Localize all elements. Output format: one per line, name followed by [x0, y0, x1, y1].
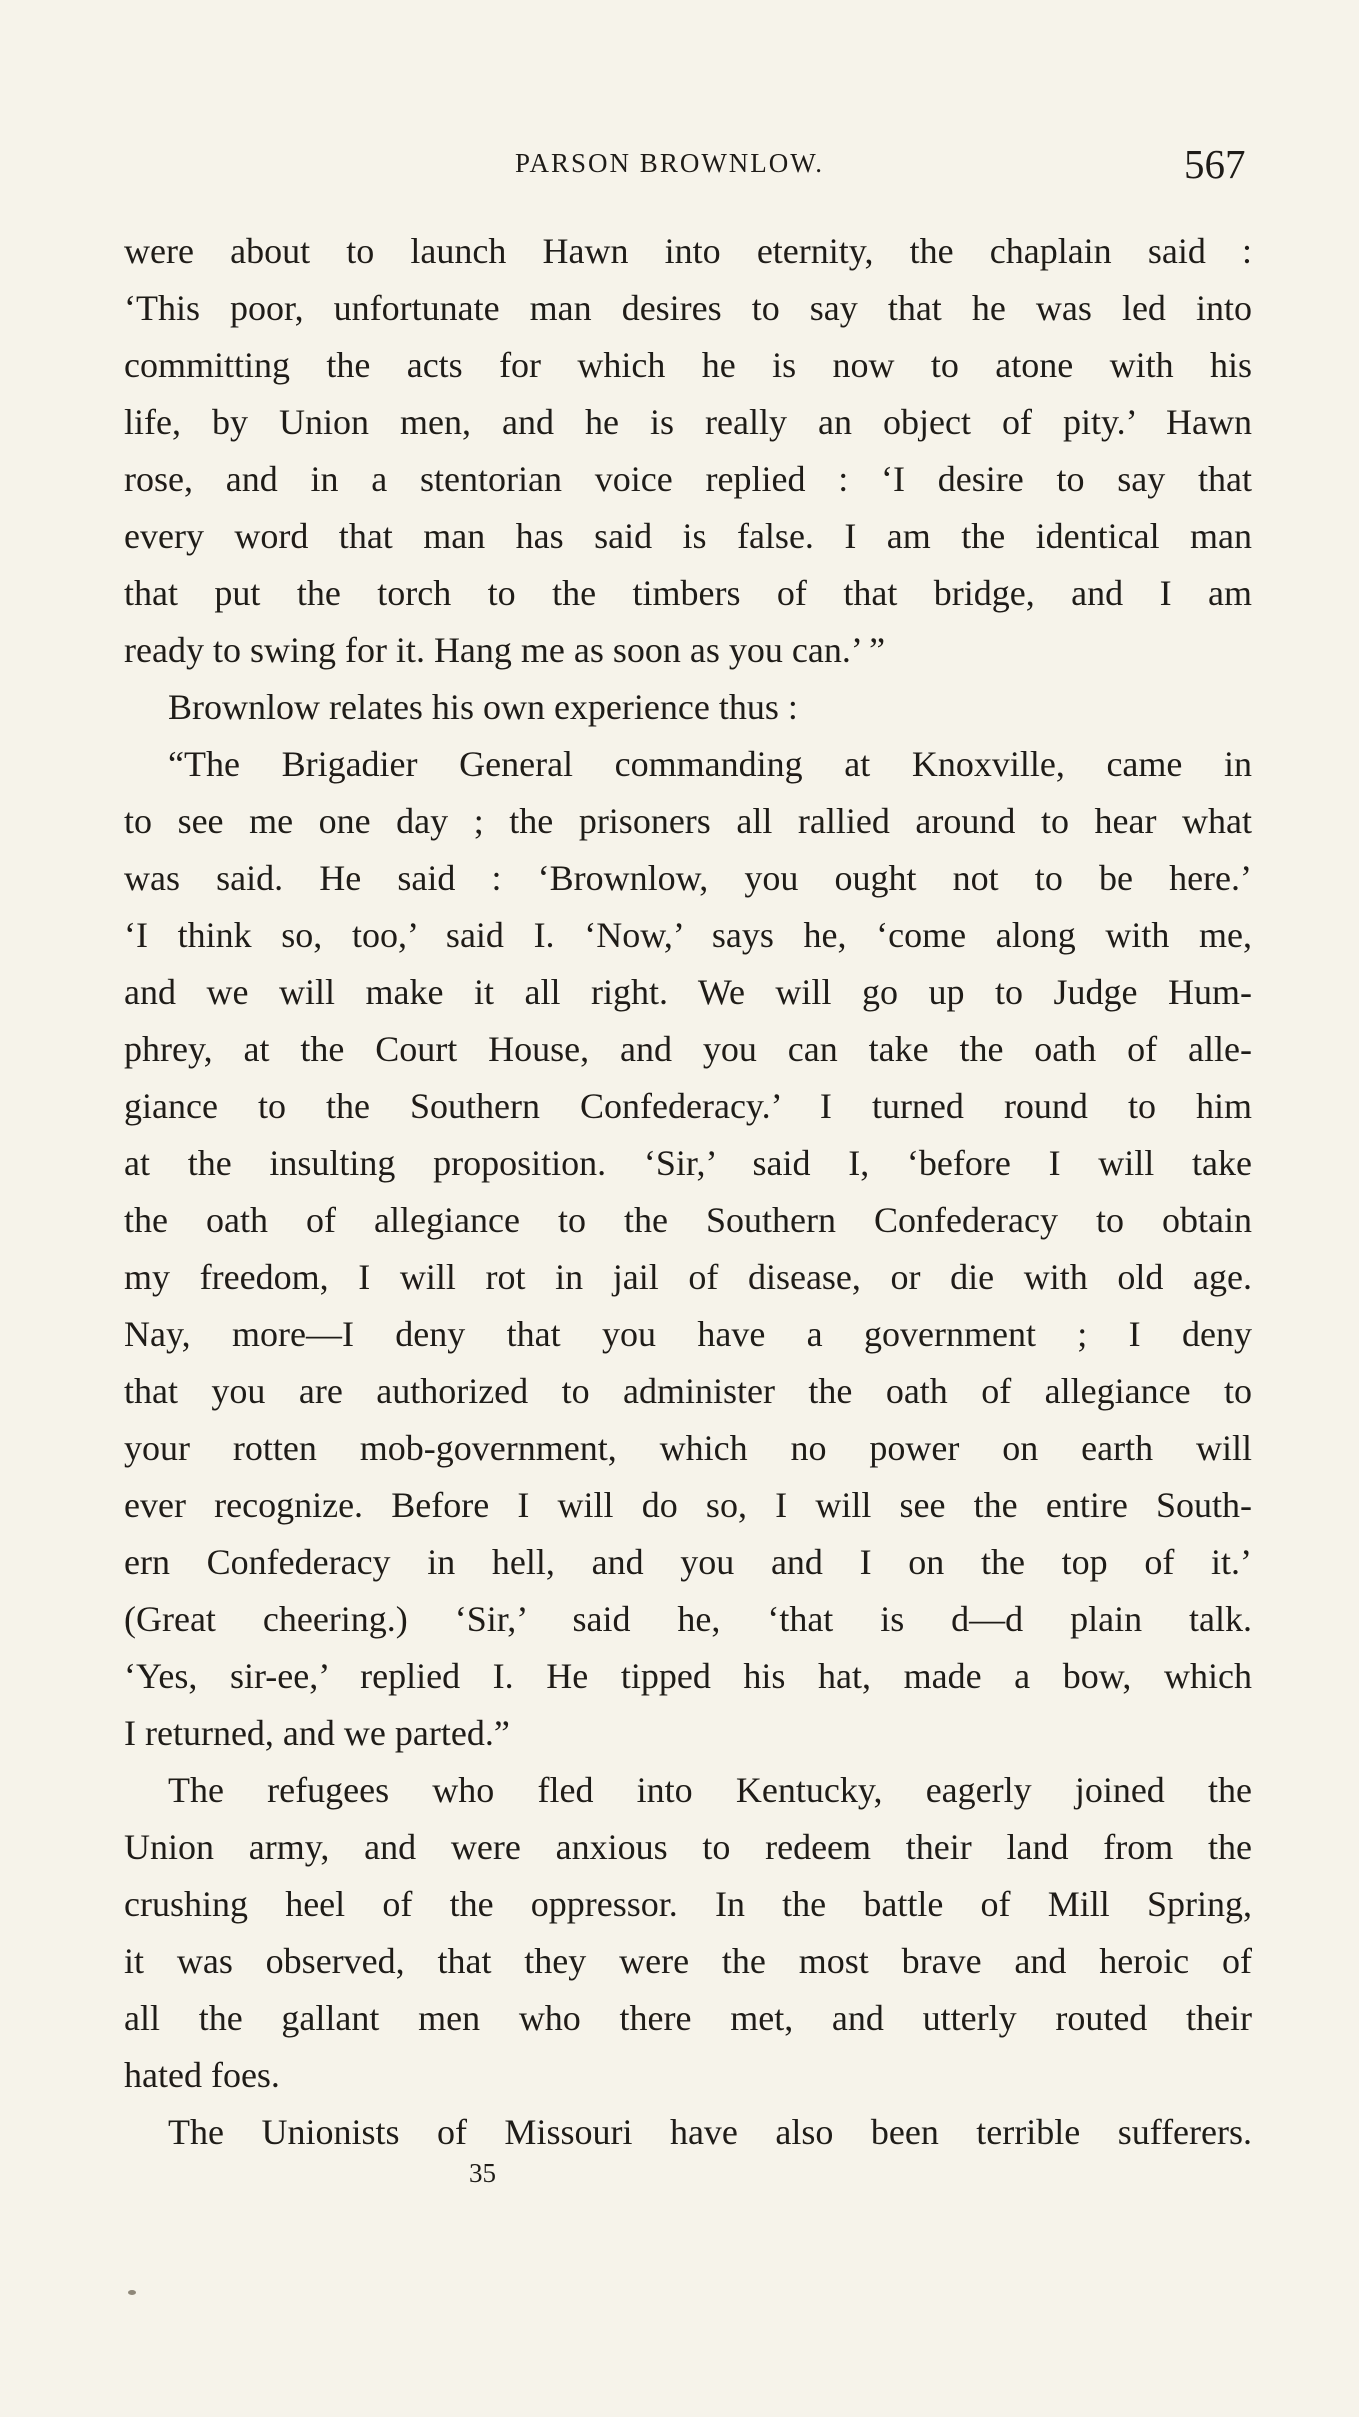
- text-line: your rotten mob-government, which no power on earth will: [124, 1428, 1252, 1468]
- text-line: (Great cheering.) ‘Sir,’ said he, ‘that is d—d plain talk.: [124, 1599, 1252, 1639]
- text-line: Nay, more—I deny that you have a government ; I deny: [124, 1314, 1252, 1354]
- text-line: committing the acts for which he is now to atone with his: [124, 345, 1252, 385]
- paper-speck: [128, 2290, 136, 2295]
- text-line: ‘This poor, unfortunate man desires to say that he was led into: [124, 288, 1252, 328]
- text-line: at the insulting proposition. ‘Sir,’ said I, ‘before I will take: [124, 1143, 1252, 1183]
- body-text: [124, 223, 1252, 2161]
- text-line: rose, and in a stentorian voice replied : ‘I desire to say that: [124, 459, 1252, 499]
- text-line: every word that man has said is false. I am the identical man: [124, 516, 1252, 556]
- text-line: all the gallant men who there met, and utterly routed their: [124, 1998, 1252, 2038]
- running-head: [0, 140, 1359, 190]
- text-line: ‘I think so, too,’ said I. ‘Now,’ says he, ‘come along with me,: [124, 915, 1252, 955]
- paragraph-start-line: The Unionists of Missouri have also been terrible sufferers.: [168, 2112, 1252, 2152]
- signature-mark: 35: [469, 2158, 496, 2188]
- text-line: and we will make it all right. We will go up to Judge Hum-: [124, 972, 1252, 1012]
- paragraph-start-line: “The Brigadier General commanding at Knoxville, came in: [168, 744, 1252, 784]
- paragraph-start-line: Brownlow relates his own experience thus :: [168, 687, 798, 727]
- text-line: ern Confederacy in hell, and you and I on the top of it.’: [124, 1542, 1252, 1582]
- text-line: crushing heel of the oppressor. In the battle of Mill Spring,: [124, 1884, 1252, 1924]
- text-line: ever recognize. Before I will do so, I will see the entire South-: [124, 1485, 1252, 1525]
- text-line: my freedom, I will rot in jail of disease, or die with old age.: [124, 1257, 1252, 1297]
- page-number: 567: [1184, 141, 1246, 187]
- text-line: was said. He said : ‘Brownlow, you ought not to be here.’: [124, 858, 1252, 898]
- text-line: hated foes.: [124, 2055, 280, 2095]
- text-line: phrey, at the Court House, and you can take the oath of alle-: [124, 1029, 1252, 1069]
- running-title: PARSON BROWNLOW.: [515, 148, 825, 178]
- text-line: to see me one day ; the prisoners all rallied around to hear what: [124, 801, 1252, 841]
- paragraph-start-line: The refugees who fled into Kentucky, eagerly joined the: [168, 1770, 1252, 1810]
- text-line: the oath of allegiance to the Southern Confederacy to obtain: [124, 1200, 1252, 1240]
- text-line: Union army, and were anxious to redeem their land from the: [124, 1827, 1252, 1867]
- text-line: that you are authorized to administer the oath of allegiance to: [124, 1371, 1252, 1411]
- text-line: giance to the Southern Confederacy.’ I turned round to him: [124, 1086, 1252, 1126]
- text-line: life, by Union men, and he is really an object of pity.’ Hawn: [124, 402, 1252, 442]
- text-line: ‘Yes, sir-ee,’ replied I. He tipped his hat, made a bow, which: [124, 1656, 1252, 1696]
- text-line: it was observed, that they were the most brave and heroic of: [124, 1941, 1252, 1981]
- text-line: were about to launch Hawn into eternity, the chaplain said :: [124, 231, 1252, 271]
- text-line: ready to swing for it. Hang me as soon as you can.’ ”: [124, 630, 886, 670]
- text-line: I returned, and we parted.”: [124, 1713, 510, 1753]
- text-line: that put the torch to the timbers of that bridge, and I am: [124, 573, 1252, 613]
